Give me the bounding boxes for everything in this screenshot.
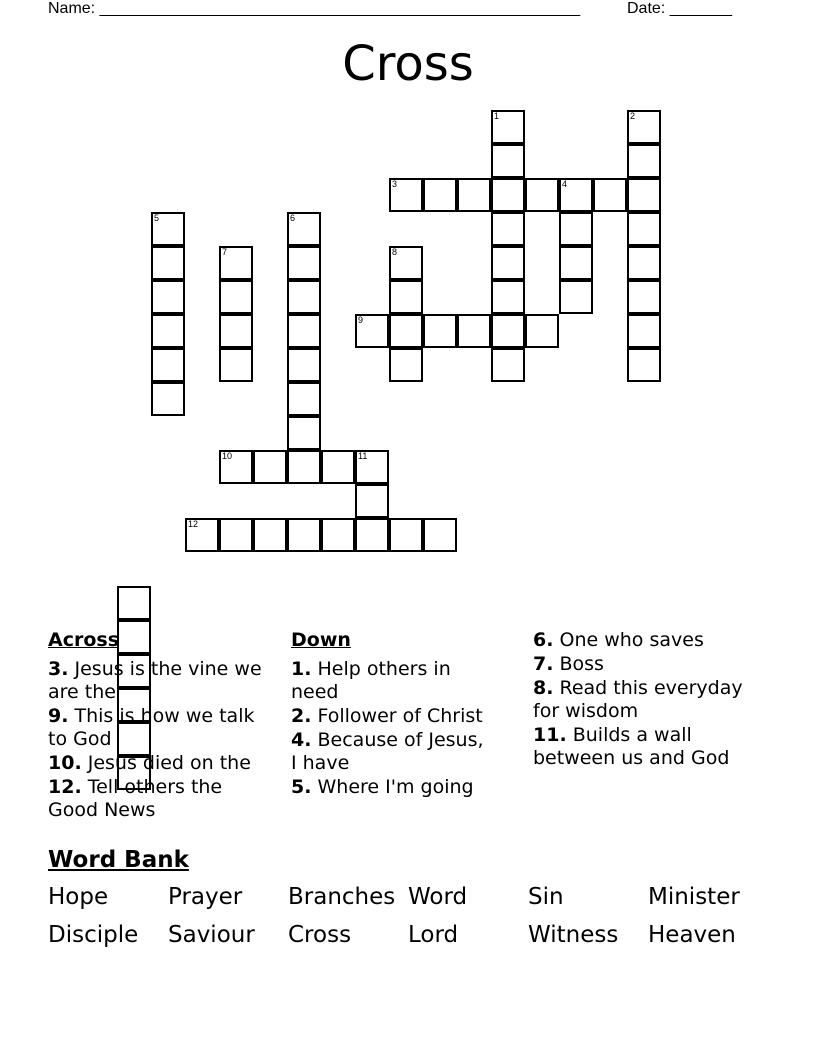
clue-number-label: 4 xyxy=(562,179,568,189)
crossword-cell[interactable] xyxy=(355,314,389,348)
clue-number-label: 5 xyxy=(154,213,160,223)
crossword-cell[interactable] xyxy=(219,518,253,552)
crossword-cell[interactable] xyxy=(287,246,321,280)
word-bank-item: Hope xyxy=(48,884,109,910)
crossword-cell[interactable] xyxy=(151,280,185,314)
crossword-cell[interactable] xyxy=(389,178,423,212)
crossword-cell[interactable] xyxy=(423,314,457,348)
crossword-cell[interactable] xyxy=(287,314,321,348)
word-bank xyxy=(48,882,768,950)
crossword-cell[interactable] xyxy=(491,246,525,280)
crossword-cell[interactable] xyxy=(627,144,661,178)
crossword-cell[interactable] xyxy=(151,382,185,416)
crossword-cell[interactable] xyxy=(185,518,219,552)
crossword-cell[interactable] xyxy=(117,586,151,620)
crossword-cell[interactable] xyxy=(287,280,321,314)
name-field-label: Name: ______________________________________________________ xyxy=(48,0,581,17)
clue-down-4 xyxy=(291,729,491,775)
crossword-cell[interactable] xyxy=(627,314,661,348)
clue-number-label: 2 xyxy=(630,111,636,121)
clue-down-5 xyxy=(291,776,491,799)
word-bank-item: Heaven xyxy=(648,922,736,948)
clue-number: 6. xyxy=(533,629,554,651)
crossword-cell[interactable] xyxy=(219,348,253,382)
clue-text: Help others in need xyxy=(291,658,451,703)
word-bank-item: Prayer xyxy=(168,884,243,910)
crossword-cell[interactable] xyxy=(627,348,661,382)
crossword-cell[interactable] xyxy=(389,348,423,382)
crossword-cell[interactable] xyxy=(321,450,355,484)
crossword-cell[interactable] xyxy=(219,450,253,484)
crossword-cell[interactable] xyxy=(253,518,287,552)
crossword-cell[interactable] xyxy=(355,518,389,552)
crossword-cell[interactable] xyxy=(525,314,559,348)
across-clues xyxy=(48,629,278,823)
clue-number-label: 6 xyxy=(290,213,296,223)
crossword-cell[interactable] xyxy=(287,518,321,552)
crossword-cell[interactable] xyxy=(491,280,525,314)
clue-text: Boss xyxy=(559,653,604,675)
crossword-cell[interactable] xyxy=(287,382,321,416)
crossword-cell[interactable] xyxy=(423,518,457,552)
crossword-cell[interactable] xyxy=(151,246,185,280)
clue-number: 12. xyxy=(48,776,82,798)
clue-down-8 xyxy=(533,677,773,723)
crossword-cell[interactable] xyxy=(389,280,423,314)
crossword-cell[interactable] xyxy=(559,212,593,246)
clue-down-6 xyxy=(533,629,773,652)
crossword-cell[interactable] xyxy=(355,450,389,484)
crossword-cell[interactable] xyxy=(627,212,661,246)
crossword-cell[interactable] xyxy=(491,110,525,144)
clue-number-label: 10 xyxy=(222,451,233,461)
clue-down-1 xyxy=(291,658,491,704)
clue-number: 9. xyxy=(48,705,69,727)
word-bank-item: Minister xyxy=(648,884,740,910)
clue-number: 8. xyxy=(533,677,554,699)
crossword-cell[interactable] xyxy=(491,212,525,246)
clue-across-12 xyxy=(48,776,278,822)
word-bank-item: Lord xyxy=(408,922,459,948)
clue-across-3 xyxy=(48,658,278,704)
clue-number: 3. xyxy=(48,658,69,680)
crossword-cell[interactable] xyxy=(627,110,661,144)
crossword-cell[interactable] xyxy=(525,178,559,212)
crossword-cell[interactable] xyxy=(389,314,423,348)
crossword-cell[interactable] xyxy=(151,212,185,246)
clue-number: 1. xyxy=(291,658,312,680)
crossword-cell[interactable] xyxy=(491,178,525,212)
clue-across-10 xyxy=(48,752,278,775)
crossword-cell[interactable] xyxy=(491,144,525,178)
clue-number-label: 11 xyxy=(358,451,368,461)
crossword-cell[interactable] xyxy=(491,348,525,382)
clue-number: 2. xyxy=(291,705,312,727)
crossword-cell[interactable] xyxy=(627,246,661,280)
clue-down-7 xyxy=(533,653,773,676)
clue-text: Follower of Christ xyxy=(317,705,483,727)
crossword-cell[interactable] xyxy=(389,246,423,280)
clue-text: Builds a wall between us and God xyxy=(533,724,730,769)
crossword-cell[interactable] xyxy=(559,246,593,280)
clue-number: 4. xyxy=(291,729,312,751)
crossword-cell[interactable] xyxy=(253,450,287,484)
word-bank-item: Cross xyxy=(288,922,352,948)
clue-number: 11. xyxy=(533,724,567,746)
crossword-cell[interactable] xyxy=(151,348,185,382)
clue-number: 10. xyxy=(48,752,82,774)
crossword-cell[interactable] xyxy=(389,518,423,552)
word-bank-item: Witness xyxy=(528,922,619,948)
date-field-label: Date: _______ xyxy=(627,0,732,17)
word-bank-item: Sin xyxy=(528,884,564,910)
word-bank-item: Branches xyxy=(288,884,396,910)
crossword-cell[interactable] xyxy=(151,314,185,348)
down-heading: Down xyxy=(291,629,351,651)
clue-text: Where I'm going xyxy=(317,776,474,798)
crossword-cell[interactable] xyxy=(593,178,627,212)
clue-number-label: 1 xyxy=(494,111,500,121)
page-title: Cross xyxy=(342,36,474,92)
clue-number: 5. xyxy=(291,776,312,798)
crossword-cell[interactable] xyxy=(321,518,355,552)
across-heading: Across xyxy=(48,629,120,651)
crossword-cell[interactable] xyxy=(287,212,321,246)
crossword-cell[interactable] xyxy=(559,178,593,212)
down-clues xyxy=(291,629,491,800)
clue-number-label: 8 xyxy=(392,247,398,257)
clue-text: Jesus died on the xyxy=(87,752,251,774)
clue-down-11 xyxy=(533,724,773,770)
clue-across-9 xyxy=(48,705,278,751)
crossword-cell[interactable] xyxy=(219,314,253,348)
word-bank-heading: Word Bank xyxy=(48,847,189,873)
clue-text: Read this everyday for wisdom xyxy=(533,677,743,722)
crossword-cell[interactable] xyxy=(219,280,253,314)
clue-number-label: 12 xyxy=(188,519,199,529)
crossword-cell[interactable] xyxy=(287,416,321,450)
word-bank-item: Disciple xyxy=(48,922,139,948)
clue-text: This is how we talk to God xyxy=(48,705,255,750)
crossword-cell[interactable] xyxy=(559,280,593,314)
clue-number-label: 7 xyxy=(222,247,228,257)
clue-number: 7. xyxy=(533,653,554,675)
crossword-cell[interactable] xyxy=(627,280,661,314)
crossword-cell[interactable] xyxy=(355,484,389,518)
crossword-cell[interactable] xyxy=(627,178,661,212)
crossword-cell[interactable] xyxy=(457,314,491,348)
crossword-cell[interactable] xyxy=(219,246,253,280)
clue-text: Tell others the Good News xyxy=(48,776,223,821)
clue-number-label: 9 xyxy=(358,315,364,325)
clue-text: Because of Jesus, I have xyxy=(291,729,484,774)
crossword-cell[interactable] xyxy=(287,348,321,382)
word-bank-item: Saviour xyxy=(168,922,255,948)
crossword-cell[interactable] xyxy=(491,314,525,348)
crossword-cell[interactable] xyxy=(287,450,321,484)
clue-number-label: 3 xyxy=(392,179,398,189)
clue-text: One who saves xyxy=(559,629,704,651)
word-bank-item: Word xyxy=(408,884,468,910)
crossword-cell[interactable] xyxy=(457,178,491,212)
crossword-cell[interactable] xyxy=(423,178,457,212)
clue-down-2 xyxy=(291,705,491,728)
clue-text: Jesus is the vine we are the xyxy=(48,658,262,703)
down-clues-continued xyxy=(533,629,773,771)
